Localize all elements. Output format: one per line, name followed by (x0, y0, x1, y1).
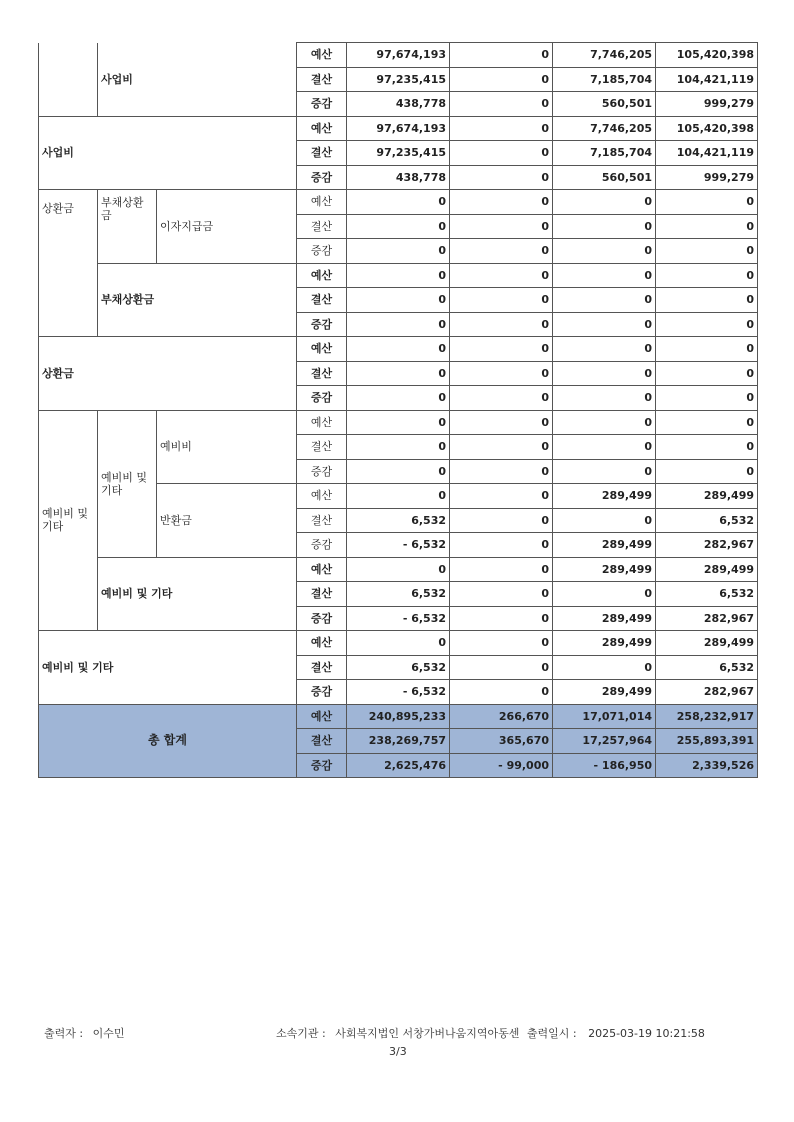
amount-cell: 0 (347, 386, 450, 411)
amount-cell: 6,532 (656, 508, 758, 533)
amount-cell: 0 (553, 263, 656, 288)
category-l2: 예비비 및 기타 (98, 410, 157, 557)
amount-cell: 0 (656, 386, 758, 411)
amount-cell: 6,532 (347, 508, 450, 533)
amount-cell: 104,421,119 (656, 67, 758, 92)
row-kind: 결산 (297, 655, 347, 680)
amount-cell: 0 (347, 263, 450, 288)
amount-cell: 258,232,917 (656, 704, 758, 729)
amount-cell: 0 (450, 337, 553, 362)
row-kind: 결산 (297, 729, 347, 754)
amount-cell: 0 (347, 288, 450, 313)
total-label: 예비비 및 기타 (39, 631, 297, 705)
amount-cell: - 6,532 (347, 533, 450, 558)
amount-cell: 0 (450, 484, 553, 509)
page-number: 3/3 (389, 1045, 407, 1058)
amount-cell: 7,746,205 (553, 116, 656, 141)
row-kind: 예산 (297, 484, 347, 509)
amount-cell: 0 (553, 508, 656, 533)
amount-cell: 0 (553, 337, 656, 362)
amount-cell: 0 (450, 43, 553, 68)
amount-cell: 289,499 (553, 606, 656, 631)
amount-cell: 282,967 (656, 680, 758, 705)
amount-cell: 999,279 (656, 165, 758, 190)
amount-cell: 999,279 (656, 92, 758, 117)
amount-cell: 2,625,476 (347, 753, 450, 778)
row-kind: 증감 (297, 92, 347, 117)
amount-cell: 17,257,964 (553, 729, 656, 754)
category-l1: 예비비 및 기타 (39, 410, 98, 631)
amount-cell: 560,501 (553, 92, 656, 117)
amount-cell: 104,421,119 (656, 141, 758, 166)
row-kind: 결산 (297, 288, 347, 313)
blank-cell (39, 43, 98, 117)
amount-cell: 289,499 (553, 631, 656, 656)
row-kind: 예산 (297, 557, 347, 582)
printed-at-label: 출력일시 : (526, 1027, 577, 1040)
amount-cell: 0 (450, 263, 553, 288)
amount-cell: 0 (553, 361, 656, 386)
amount-cell: 289,499 (656, 631, 758, 656)
category-l1: 상환금 (39, 190, 98, 337)
grand-total-label: 총 합계 (39, 704, 297, 778)
amount-cell: 0 (347, 410, 450, 435)
table-row (39, 263, 758, 288)
printer-label: 출력자 : (44, 1027, 84, 1040)
amount-cell: 6,532 (656, 582, 758, 607)
table-row (39, 410, 758, 435)
amount-cell: 0 (450, 312, 553, 337)
amount-cell: 97,674,193 (347, 43, 450, 68)
category-l3: 이자지급금 (157, 190, 297, 264)
amount-cell: 0 (347, 190, 450, 215)
total-label: 사업비 (39, 116, 297, 190)
row-kind: 결산 (297, 582, 347, 607)
amount-cell: 0 (553, 312, 656, 337)
amount-cell: 560,501 (553, 165, 656, 190)
amount-cell: 0 (553, 435, 656, 460)
amount-cell: 0 (450, 410, 553, 435)
amount-cell: - 6,532 (347, 680, 450, 705)
amount-cell: - 99,000 (450, 753, 553, 778)
amount-cell: 105,420,398 (656, 116, 758, 141)
table-row (39, 190, 758, 215)
row-kind: 결산 (297, 435, 347, 460)
amount-cell: 0 (450, 386, 553, 411)
amount-cell: 0 (450, 557, 553, 582)
amount-cell: 0 (656, 312, 758, 337)
amount-cell: 365,670 (450, 729, 553, 754)
amount-cell: 0 (450, 606, 553, 631)
row-kind: 결산 (297, 361, 347, 386)
amount-cell: 0 (553, 459, 656, 484)
amount-cell: 0 (656, 263, 758, 288)
row-kind: 증감 (297, 459, 347, 484)
amount-cell: 289,499 (656, 484, 758, 509)
table-row (39, 704, 758, 729)
amount-cell: 0 (656, 435, 758, 460)
amount-cell: 289,499 (553, 557, 656, 582)
amount-cell: 0 (553, 190, 656, 215)
subtotal-label: 부채상환금 (98, 263, 297, 337)
row-kind: 증감 (297, 312, 347, 337)
amount-cell: 289,499 (656, 557, 758, 582)
amount-cell: 0 (553, 582, 656, 607)
budget-settlement-table (38, 42, 758, 778)
amount-cell: 0 (656, 288, 758, 313)
amount-cell: 0 (450, 141, 553, 166)
amount-cell: 6,532 (347, 582, 450, 607)
amount-cell: 0 (656, 410, 758, 435)
amount-cell: 0 (347, 239, 450, 264)
amount-cell: 6,532 (656, 655, 758, 680)
amount-cell: 0 (347, 557, 450, 582)
row-kind: 예산 (297, 116, 347, 141)
amount-cell: 0 (450, 582, 553, 607)
amount-cell: 0 (450, 214, 553, 239)
row-kind: 증감 (297, 386, 347, 411)
amount-cell: 0 (347, 214, 450, 239)
category-l3: 예비비 (157, 410, 297, 484)
amount-cell: 240,895,233 (347, 704, 450, 729)
category-l2: 부채상환금 (98, 190, 157, 264)
row-kind: 결산 (297, 214, 347, 239)
amount-cell: 0 (450, 116, 553, 141)
amount-cell: 0 (347, 361, 450, 386)
amount-cell: 289,499 (553, 484, 656, 509)
amount-cell: 0 (450, 655, 553, 680)
row-kind: 증감 (297, 239, 347, 264)
amount-cell: 0 (656, 459, 758, 484)
amount-cell: 0 (656, 190, 758, 215)
amount-cell: 97,235,415 (347, 141, 450, 166)
amount-cell: 6,532 (347, 655, 450, 680)
table-row (39, 43, 758, 68)
amount-cell: - 6,532 (347, 606, 450, 631)
row-kind: 예산 (297, 43, 347, 68)
amount-cell: 0 (450, 190, 553, 215)
amount-cell: 0 (450, 680, 553, 705)
amount-cell: 0 (553, 410, 656, 435)
row-kind: 증감 (297, 680, 347, 705)
table-row (39, 631, 758, 656)
amount-cell: 438,778 (347, 165, 450, 190)
row-kind: 결산 (297, 141, 347, 166)
row-kind: 증감 (297, 606, 347, 631)
org-name: 사회복지법인 서창가버나움지역아동센 (335, 1027, 520, 1040)
amount-cell: 0 (450, 459, 553, 484)
amount-cell: 266,670 (450, 704, 553, 729)
row-kind: 예산 (297, 263, 347, 288)
printed-at: 2025-03-19 10:21:58 (588, 1027, 705, 1040)
subtotal-label: 예비비 및 기타 (98, 557, 297, 631)
amount-cell: 2,339,526 (656, 753, 758, 778)
amount-cell: 0 (553, 288, 656, 313)
row-kind: 증감 (297, 533, 347, 558)
amount-cell: 0 (656, 239, 758, 264)
amount-cell: 0 (553, 214, 656, 239)
amount-cell: 0 (347, 484, 450, 509)
table-row (39, 116, 758, 141)
amount-cell: 0 (553, 386, 656, 411)
amount-cell: - 186,950 (553, 753, 656, 778)
amount-cell: 289,499 (553, 533, 656, 558)
organization-info (276, 1025, 705, 1041)
amount-cell: 0 (656, 361, 758, 386)
table-row (39, 557, 758, 582)
amount-cell: 97,674,193 (347, 116, 450, 141)
amount-cell: 0 (656, 337, 758, 362)
printer-info (44, 1025, 124, 1041)
amount-cell: 0 (450, 67, 553, 92)
row-kind: 예산 (297, 631, 347, 656)
amount-cell: 0 (347, 459, 450, 484)
row-kind: 예산 (297, 190, 347, 215)
amount-cell: 238,269,757 (347, 729, 450, 754)
amount-cell: 7,746,205 (553, 43, 656, 68)
amount-cell: 282,967 (656, 533, 758, 558)
amount-cell: 0 (347, 631, 450, 656)
amount-cell: 0 (656, 214, 758, 239)
amount-cell: 105,420,398 (656, 43, 758, 68)
amount-cell: 97,235,415 (347, 67, 450, 92)
amount-cell: 0 (553, 239, 656, 264)
printer-name: 이수민 (92, 1027, 125, 1040)
row-kind: 결산 (297, 508, 347, 533)
row-kind: 예산 (297, 704, 347, 729)
amount-cell: 289,499 (553, 680, 656, 705)
row-kind: 결산 (297, 67, 347, 92)
row-kind: 예산 (297, 337, 347, 362)
amount-cell: 0 (450, 508, 553, 533)
row-kind: 예산 (297, 410, 347, 435)
amount-cell: 0 (450, 165, 553, 190)
subtotal-label: 사업비 (98, 43, 297, 117)
amount-cell: 0 (450, 288, 553, 313)
amount-cell: 0 (450, 92, 553, 117)
amount-cell: 0 (450, 533, 553, 558)
amount-cell: 0 (347, 312, 450, 337)
amount-cell: 0 (450, 631, 553, 656)
org-label: 소속기관 : (276, 1027, 326, 1040)
amount-cell: 0 (347, 435, 450, 460)
amount-cell: 0 (450, 361, 553, 386)
amount-cell: 7,185,704 (553, 141, 656, 166)
amount-cell: 0 (450, 435, 553, 460)
amount-cell: 282,967 (656, 606, 758, 631)
category-l3: 반환금 (157, 484, 297, 558)
amount-cell: 255,893,391 (656, 729, 758, 754)
amount-cell: 0 (553, 655, 656, 680)
row-kind: 증감 (297, 753, 347, 778)
amount-cell: 0 (347, 337, 450, 362)
amount-cell: 438,778 (347, 92, 450, 117)
amount-cell: 17,071,014 (553, 704, 656, 729)
table-row (39, 337, 758, 362)
total-label: 상환금 (39, 337, 297, 411)
amount-cell: 7,185,704 (553, 67, 656, 92)
amount-cell: 0 (450, 239, 553, 264)
row-kind: 증감 (297, 165, 347, 190)
